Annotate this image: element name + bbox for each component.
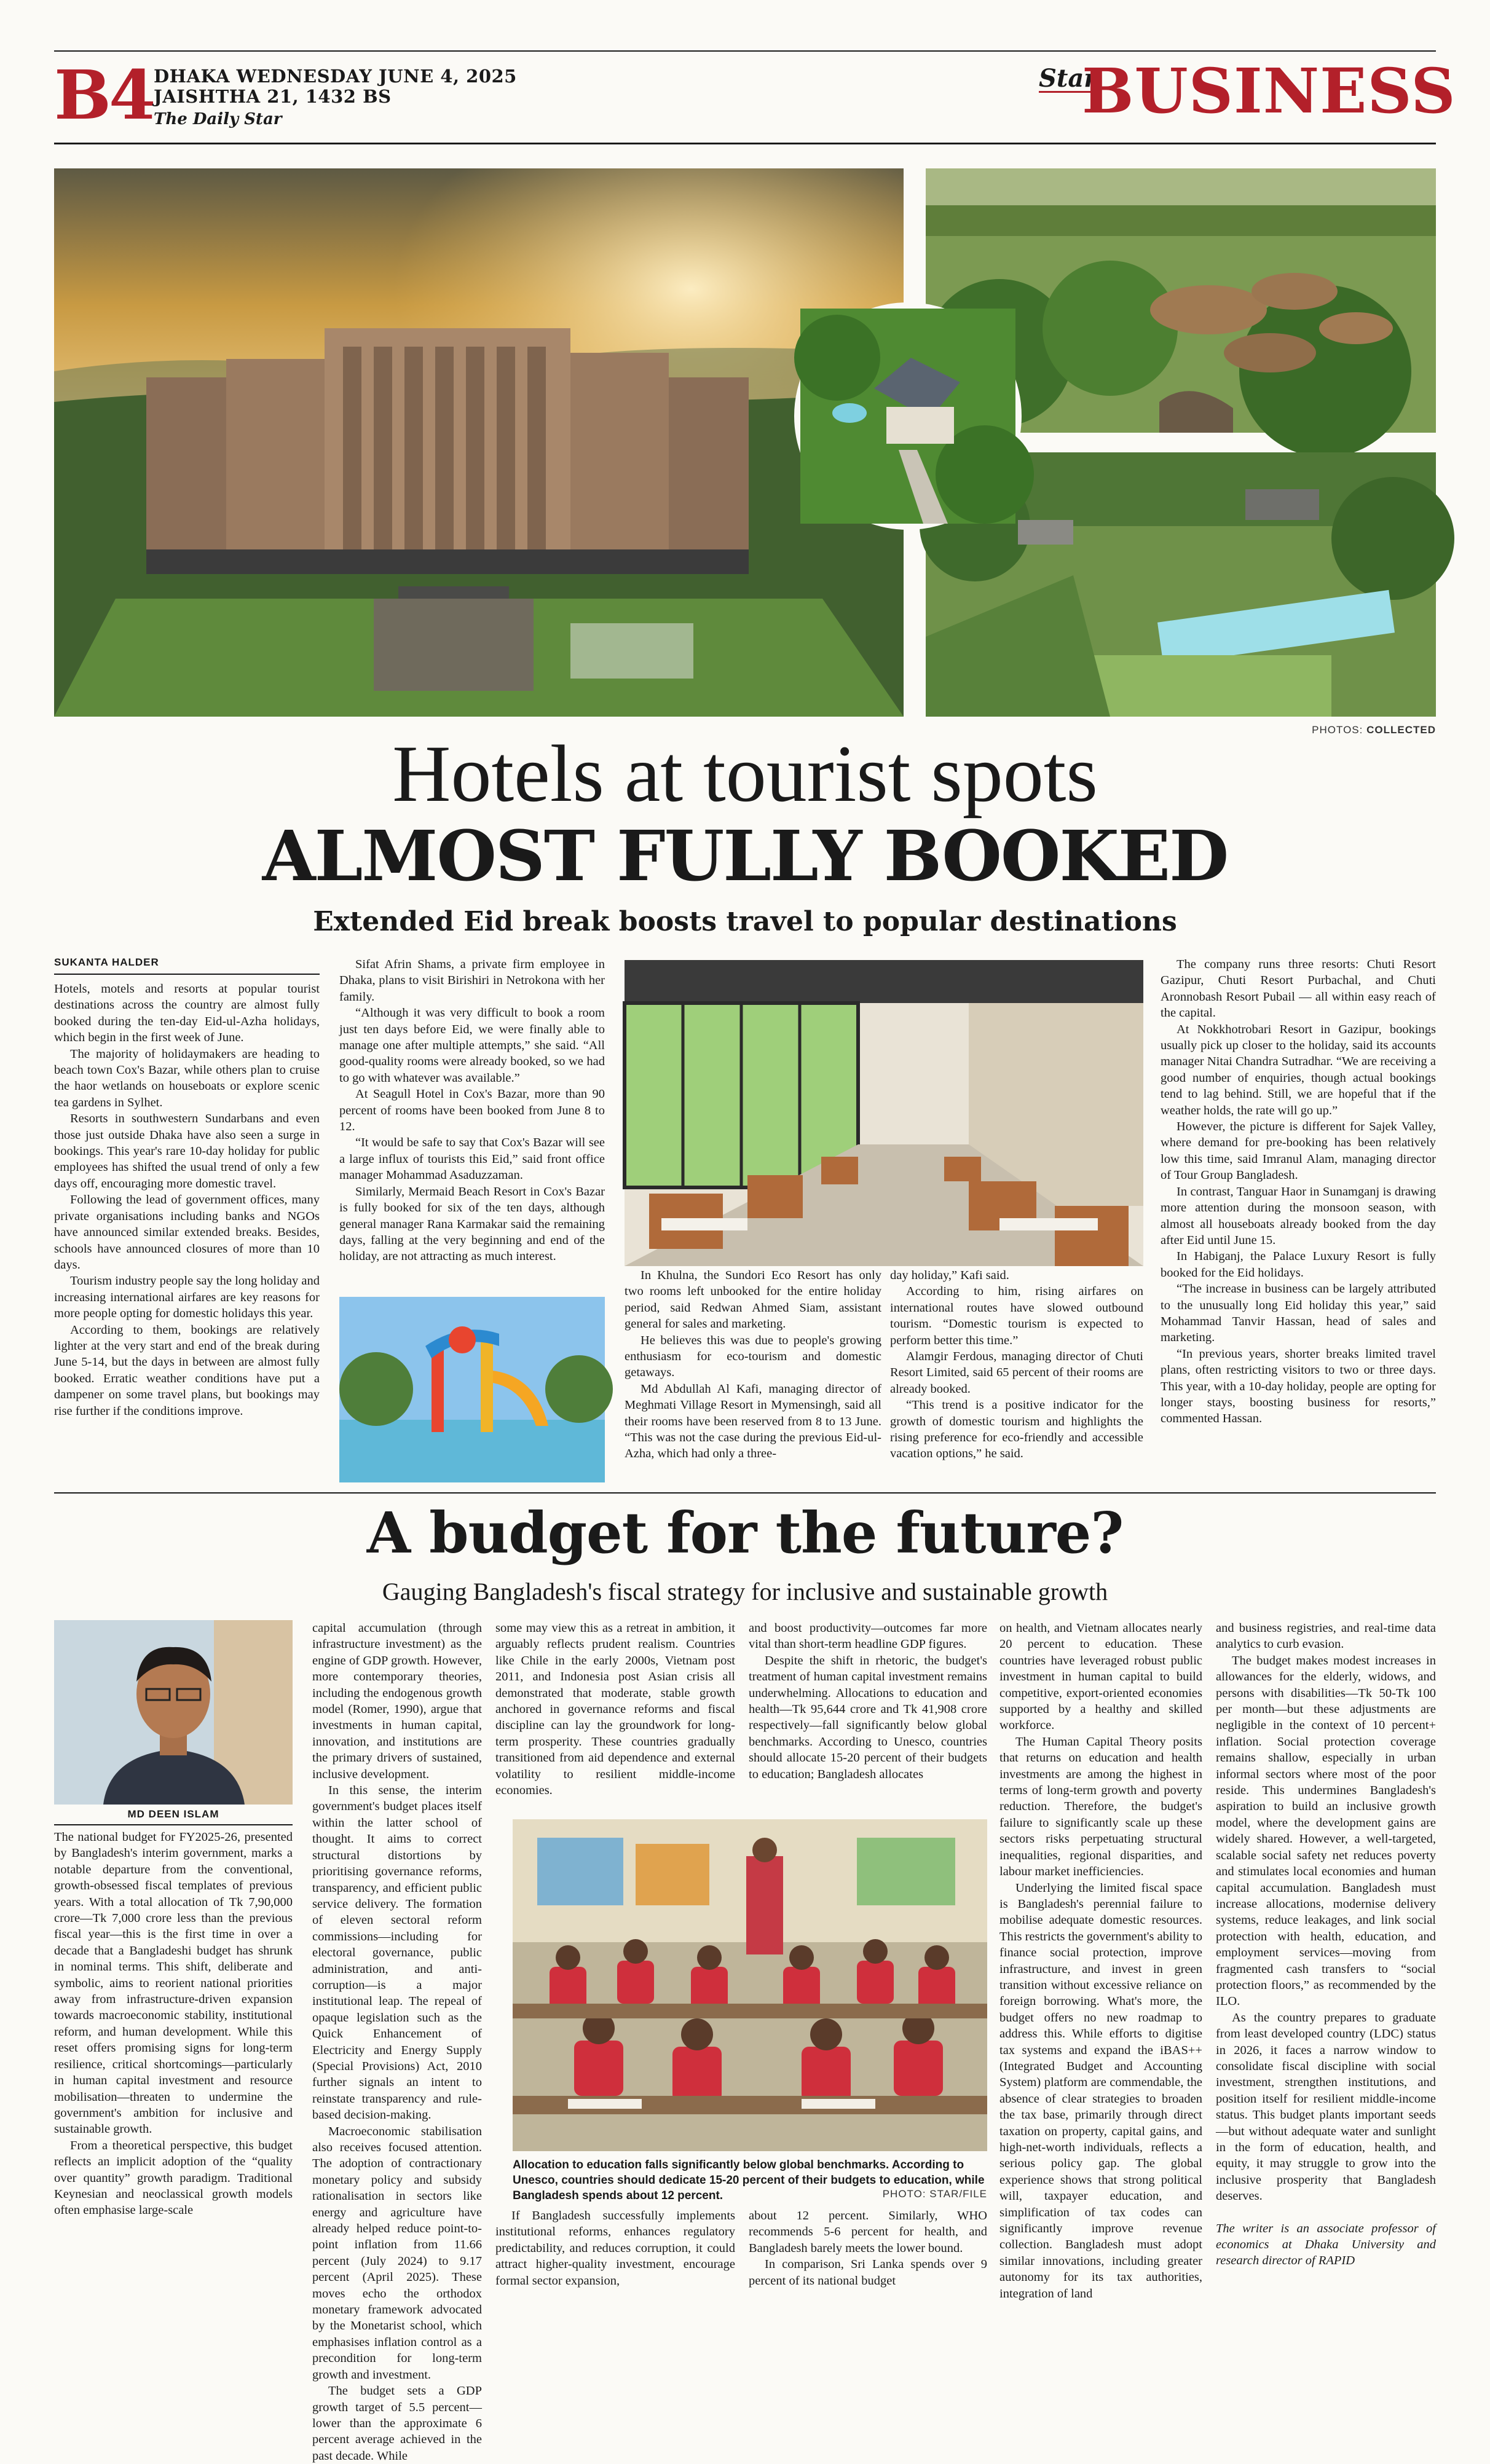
story2-column-3-bottom — [495, 2208, 735, 2288]
paragraph: However, the picture is different for Sajek Valley, where demand for pre-booking has been relatively low this time, said Imranul Alam, managing director of Tour Group Bangladesh. — [1161, 1120, 1436, 1183]
paragraph: According to them, bookings are relatively lighter at the very start and end of the break during June 5-14, but the days in between are almost fully booked. Erratic weather conditions have put a dampener on some travel plans, but bookings may rise further if the conditions improve. — [54, 1323, 320, 1418]
paragraph: The budget sets a GDP growth target of 5.5 percent—lower than the approximate 6 percent average achieved in the past decade. While — [312, 2384, 482, 2463]
paragraph: “This trend is a positive indicator for the growth of domestic tourism and highlights the rising preference for eco-friendly and accessible vacation options,” he said. — [890, 1398, 1143, 1461]
paragraph: “It would be safe to say that Cox's Bazar will see a large influx of tourists this Eid,” said front office manager Mohammad Asaduzzaman. — [339, 1136, 605, 1183]
story1-byline: SUKANTA HALDER — [54, 956, 159, 968]
classroom-caption: Allocation to education falls significantly below global benchmarks. According to Unesco, countries should dedicate 15-20 percent of their budgets to education, while Bangladesh spends about 12 percent. — [513, 2159, 985, 2202]
classroom-photo — [513, 1819, 987, 2151]
paragraph: Macroeconomic stabilisation also receives focused attention. The adoption of contractionary monetary policy and subsidy rationalisation in sectors like energy and agriculture have already helped reduce point-to-point inflation from 11.66 percent (July 2024) to 9.17 percent (April 2025). These moves echo the orthodox monetary framework advocated by the Monetarist school, which emphasises inflation control as a precondition for long-term growth and investment. — [312, 2124, 482, 2382]
story1-column-2 — [339, 956, 605, 1276]
paragraph: Hotels, motels and resorts at popular tourist destinations across the country are almost fully booked during the ten-day Eid-ul-Azha holidays, which begin in the first week of June. — [54, 982, 320, 1045]
paragraph: “Although it was very difficult to book a room just ten days before Eid, we were finally able to manage one after multiple attempts,” she said. “All good-quality rooms were already booked, so we had to go with whatever was available.” — [339, 1006, 605, 1085]
paragraph: Resorts in southwestern Sundarbans and even those just outside Dhaka have also seen a surge in bookings. This year's rare 10-day holiday for public employees has shifted the usual trend of only a few days off, encouraging more domestic travel. — [54, 1112, 320, 1191]
paragraph: Md Abdullah Al Kafi, managing director of Meghmati Village Resort in Mymensingh, said all their rooms have been reserved from 8 to 13 June. “This was not the case during the previous Eid-ul-Azha, which had only a three- — [625, 1382, 881, 1461]
story1-column-3 — [625, 1267, 881, 1482]
paragraph: The company runs three resorts: Chuti Resort Gazipur, Chuti Resort Purbachal, and Chuti Aronnobash Resort Pubail — all within easy reach of the capital. — [1161, 958, 1436, 1020]
paragraph: Despite the shift in rhetoric, the budget's treatment of human capital investment remains underwhelming. Allocations to education and health—Tk 95,644 crore and Tk 41,908 crore respectively—fall significantly below global benchmarks. According to Unesco, countries should allocate 15-20 percent of their budgets to education; Bangladesh allocates — [749, 1653, 987, 1781]
paragraph: According to him, rising airfares on international routes have slowed outbound tourism. “Domestic tourism is expected to perform better this time.” — [890, 1285, 1143, 1347]
villa-circle-art — [800, 309, 1015, 524]
classroom-credit: PHOTO: STAR/FILE — [882, 2188, 987, 2200]
classroom-photo-art — [513, 1819, 987, 2151]
paragraph: capital accumulation (through infrastructure investment) as the engine of GDP growth. However, more contemporary theories, including the endogenous growth model (Romer, 1990), argue that investments in human capital, innovation, and institutions are the primary drivers of sustained, inclusive development. — [312, 1621, 482, 1781]
story1-column-1 — [54, 981, 320, 1485]
paragraph: Underlying the limited fiscal space is Bangladesh's perennial failure to mobilise adequate domestic resources. This restricts the government's ability to finance social protection, improve infrastructure, and invest in green transition without excessive reliance on foreign borrowing. What's more, the budget offers no new roadmap to address this. While efforts to digitise tax systems and expand the iBAS++ (Integrated Budget and Accounting System) platform are commendable, the absence of clear strategies to broaden the tax base, primarily through direct taxation on property, capital gains, and high-net-worth individuals, reflects a serious policy gap. The global experience shows that strong political will, taxpayer education, and simplification of tax codes can significantly improve revenue collection. Bangladesh must adopt similar innovations, including greater autonomy for its tax authorities, integration of land — [999, 1881, 1202, 2301]
story1-deck: Extended Eid break boosts travel to popular destinations — [313, 906, 1177, 937]
hotel-photo — [54, 168, 904, 717]
section-title: BUSINESS — [1082, 55, 1456, 127]
photos-credit-label: PHOTOS: — [1312, 724, 1363, 736]
story2-column-4-top — [749, 1620, 987, 1817]
story1-headline: ALMOST FULLY BOOKED — [262, 816, 1228, 897]
paragraph: “In previous years, shorter breaks limited travel plans, often restricting visitors to two or three days. This year, with a 10-day holiday, people are opting for longer stays, boosting business for resorts,” commented Hassan. — [1161, 1347, 1436, 1426]
restaurant-photo — [625, 960, 1143, 1266]
story2-column-6 — [1216, 1620, 1436, 2268]
paragraph: The majority of holidaymakers are heading to beach town Cox's Bazar, while others plan to cruise the haor wetlands on houseboats or explore scenic tea gardens in Sylhet. — [54, 1047, 320, 1109]
paragraph: If Bangladesh successfully implements institutional reforms, enhances regulatory predictability, and reduces corruption, it could attract higher-quality investment, encourage formal sector expansion, — [495, 2209, 735, 2288]
story2-byline: MD DEEN ISLAM — [127, 1808, 219, 1820]
byline-rule-2 — [54, 1824, 293, 1825]
paragraph: Alamgir Ferdous, managing director of Chuti Resort Limited, said 65 percent of their rooms are already booked. — [890, 1350, 1143, 1396]
villa-circle-photo — [794, 302, 1022, 530]
paragraph: some may view this as a retreat in ambition, it arguably reflects prudent realism. Countries like Chile in the early 2000s, Vietnam post 2011, and Indonesia post Asian crisis all demonstrated that moderate, stable growth anchored in governance reforms and fiscal discipline can lay the groundwork for long-term prosperity. These countries gradually transitioned from aid dependence and external volatility to resilient middle-income economies. — [495, 1621, 735, 1798]
author-photo-art — [54, 1620, 293, 1805]
story2-column-4-bottom — [749, 2208, 987, 2288]
paragraph: The Human Capital Theory posits that returns on education and health investments are among the highest in terms of long-term growth and poverty reduction. Therefore, the budget's failure to significantly scale up these sectors risks perpetuating structural inequalities, regional disparities, and labour market inefficiencies. — [999, 1734, 1202, 1879]
paragraph: about 12 percent. Similarly, WHO recommends 5-6 percent for health, and Bangladesh barely meets the lower bound. — [749, 2209, 987, 2255]
restaurant-photo-art — [625, 960, 1143, 1266]
top-rule — [54, 50, 1436, 52]
paragraph: Sifat Afrin Shams, a private firm employee in Dhaka, plans to visit Birishiri in Netrokona with her family. — [339, 958, 605, 1004]
hotel-photo-art — [54, 168, 904, 717]
story2-column-5 — [999, 1620, 1202, 2301]
paper-name: The Daily Star — [154, 110, 282, 128]
waterpark-photo — [339, 1297, 605, 1482]
waterpark-photo-art — [339, 1297, 605, 1482]
byline-rule — [54, 974, 320, 975]
paragraph: The budget makes modest increases in allowances for the elderly, widows, and persons with disabilities—Tk 50-Tk 100 per month—but these adjustments are negligible in the context of 10 percent+ inflation. Social protection coverage remains shallow, especially in urban informal sectors where most of the poor reside. This undermines Bangladesh's aspiration to build an inclusive growth model, where the development gains are widely shared. However, a well-targeted, scalable social safety net reduces poverty and stimulates local economies and human capital accumulation. Bangladesh must increase allocations, modernise delivery systems, reduce leakages, and link social protection with health, education, and employment services—moving from fragmented cash transfers to “social protection floors,” as recommended by the ILO. — [1216, 1653, 1436, 2009]
paragraph: Similarly, Mermaid Beach Resort in Cox's Bazar is fully booked for six of the ten days, although general manager Rana Karmakar said the remaining days, falling at the very beginning and end of the holiday, are not attracting as much interest. — [339, 1184, 605, 1264]
story1-column-5 — [1161, 956, 1436, 1482]
story2-column-2 — [312, 1620, 482, 2463]
paragraph: Tourism industry people say the long holiday and increasing international airfares are key reasons for more people opting for domestic holidays this year. — [54, 1274, 320, 1321]
paragraph: “The increase in business can be largely attributed to the unusually long Eid holiday this year,” said Mohammad Tanvir Hassan, head of sales and marketing. — [1161, 1282, 1436, 1345]
story1-column-4 — [890, 1267, 1143, 1482]
story2-column-1 — [54, 1829, 293, 2259]
story2-headline: A budget for the future? — [366, 1500, 1124, 1566]
paragraph: In comparison, Sri Lanka spends over 9 percent of its national budget — [749, 2257, 987, 2288]
dateline-date: DHAKA WEDNESDAY JUNE 4, 2025 — [154, 66, 517, 87]
paragraph: He believes this was due to people's growing enthusiasm for eco-tourism and domestic getaways. — [625, 1333, 881, 1380]
dateline-bangla: JAISHTHA 21, 1432 BS — [154, 86, 392, 107]
paragraph: and business registries, and real-time data analytics to curb evasion. — [1216, 1621, 1436, 1651]
paragraph: and boost productivity—outcomes far more vital than short-term headline GDP figures. — [749, 1621, 987, 1651]
paragraph: on health, and Vietnam allocates nearly 20 percent to education. These countries have leveraged robust public investment in human capital to build competitive, export-oriented economies supported by a healthy and skilled workforce. — [999, 1621, 1202, 1733]
paragraph: In Khulna, the Sundori Eco Resort has only two rooms left unbooked for the entire holiday period, said Redwan Ahmed Siam, assistant general for sales and marketing. — [625, 1269, 881, 1331]
paragraph: At Nokkhotrobari Resort in Gazipur, bookings usually pick up closer to the holiday, said its accounts manager Nitai Chandra Sutradhar. “We are receiving a good number of enquiries, though actual bookings tend to lag behind. Still, we are hopeful that if the weather holds, the rate will go up.” — [1161, 1022, 1436, 1117]
story-divider — [54, 1492, 1436, 1494]
star-logo: Star — [1039, 64, 1097, 93]
paragraph: In this sense, the interim government's budget places itself within the latter school of thought. It aims to correct structural distortions by prioritising governance reforms, transparency, and efficient public service delivery. The formation of eleven sectoral reform commissions—including for electoral governance, public administration, and anti-corruption—is a major institutional leap. The repeal of opaque legislation such as the Quick Enhancement of Electricity and Energy Supply (Special Provisions) Act, 2010 further signals an intent to reinstate transparency and rule-based decision-making. — [312, 1784, 482, 2122]
paragraph: In contrast, Tanguar Haor in Sunamganj is drawing more attention during the monsoon season, with almost all houseboats already booked from the day after Eid until June 15. — [1161, 1184, 1436, 1247]
paragraph: day holiday,” Kafi said. — [890, 1269, 1009, 1282]
paragraph: Following the lead of government offices, many private organisations including banks and NGOs have announced similar extended breaks. Besides, schools have announced closures of more than 10 days. — [54, 1193, 320, 1272]
author-note: The writer is an associate professor of economics at Dhaka University and research director of RAPID — [1216, 2221, 1436, 2268]
page-number: B4 — [54, 55, 154, 135]
paragraph: At Seagull Hotel in Cox's Bazar, more than 90 percent of rooms have been booked from June 8 to 12. — [339, 1087, 605, 1134]
paragraph: The national budget for FY2025-26, presented by Bangladesh's interim government, marks a notable departure from the conventional, growth-obsessed fiscal templates of previous years. With a total allocation of Tk 7,90,000 crore—Tk 7,000 crore less than the previous fiscal year—this is the first time in over a decade that a Bangladeshi budget has shrunk in nominal terms. This shift, deliberate and symbolic, aims to reorient national priorities away from infrastructure-driven expansion towards macroeconomic stability, institutional reform, and human development. While this reset offers promising signs for long-term resilience, critical shortcomings—particularly in human capital investment and resource mobilisation—threaten to undermine the government's ambition for inclusive and sustainable growth. — [54, 1830, 293, 2136]
paragraph: From a theoretical perspective, this budget reflects an implicit adoption of the “quality over quantity” growth paradigm. Traditional Keynesian and neoclassical growth models often emphasise large-scale — [54, 2138, 293, 2218]
photos-credit-source: COLLECTED — [1366, 724, 1436, 736]
paragraph: In Habiganj, the Palace Luxury Resort is fully booked for the Eid holidays. — [1161, 1250, 1436, 1280]
paragraph: As the country prepares to graduate from least developed country (LDC) status in 2026, it faces a narrow window to consolidate fiscal discipline with social investment, strengthen institutions, and position itself for resilient middle-income status. This budget plants important seeds—but without adequate water and sunlight in the form of education, health, and equity, it may struggle to grow into the inclusive prosperity that Bangladesh deserves. — [1216, 2010, 1436, 2203]
dateline — [154, 66, 517, 107]
story2-deck: Gauging Bangladesh's fiscal strategy for inclusive and sustainable growth — [382, 1578, 1108, 1605]
masthead-rule — [54, 143, 1436, 144]
story2-column-3-top — [495, 1620, 735, 1817]
author-photo — [54, 1620, 293, 1805]
story1-kicker: Hotels at tourist spots — [392, 728, 1098, 819]
